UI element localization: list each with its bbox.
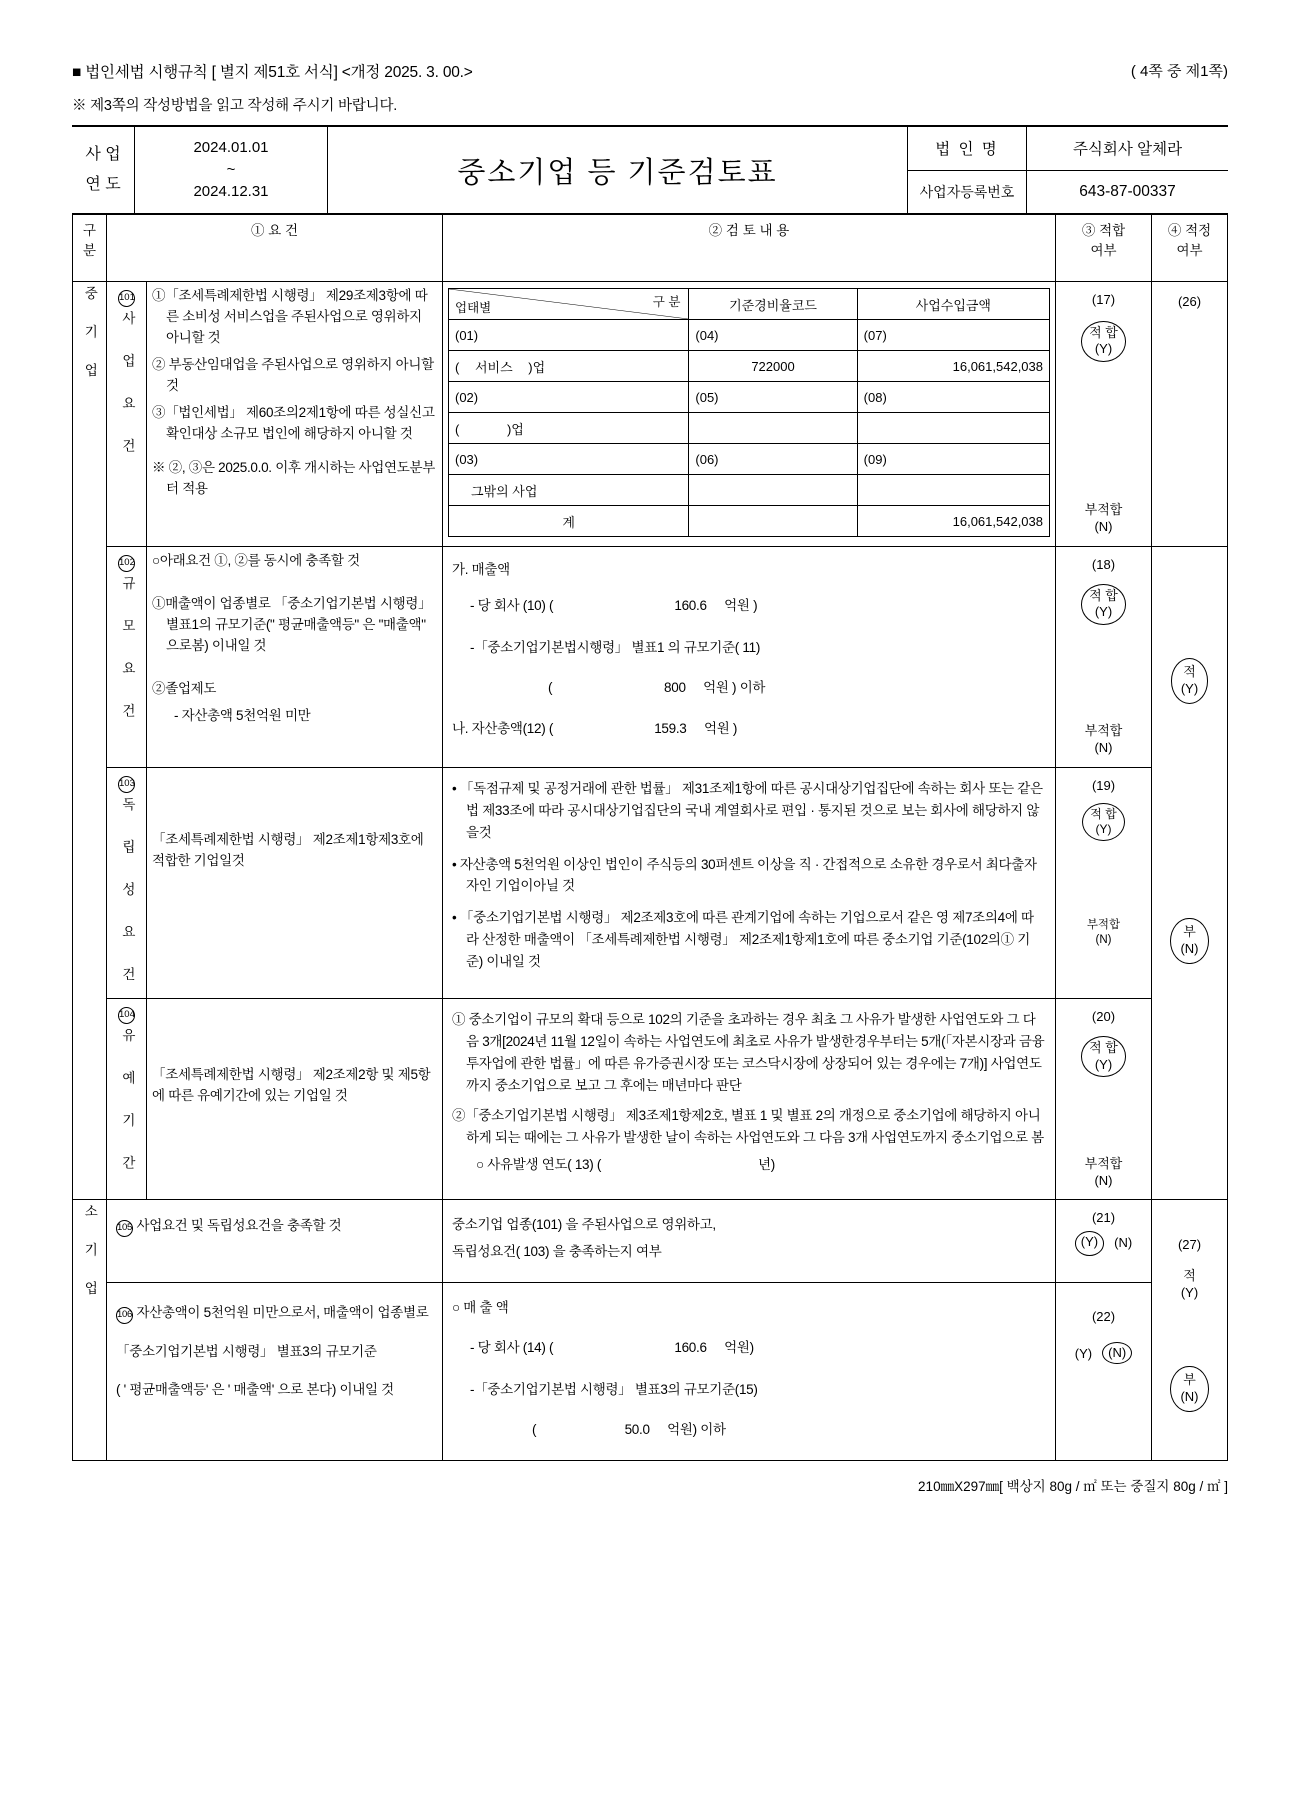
row-105-fit bbox=[1056, 1200, 1152, 1283]
row-106-circled-num: 106 bbox=[116, 1307, 133, 1324]
row-102-own-sales bbox=[452, 595, 1046, 617]
business-year-label-line1: 사 업 bbox=[85, 145, 121, 163]
row-103-requirement bbox=[147, 768, 443, 999]
row-103-circled-num: 103 bbox=[118, 776, 135, 793]
row-105 bbox=[73, 1200, 1228, 1283]
row-102-fit-no-code: (N) bbox=[1094, 740, 1113, 756]
row-104-item-2: ②「중소기업기본법 시행령」 제3조제1항제2호, 별표 1 및 별표 2의 개정으로 중소기업에 해당하지 아니하게 되는 때에는 그 사유가 발생한 날이 속하는 사업연도와 그 다음 3개 사업연도까지 중소기업으로 봄 bbox=[452, 1107, 1044, 1145]
total-label: 계 bbox=[449, 506, 689, 537]
row-104-number bbox=[107, 999, 147, 1200]
form-reference: ■ 법인세법 시행규칙 [ 별지 제51호 서식] <개정 2025. 3. 00.> bbox=[72, 64, 473, 81]
header-adequate bbox=[1152, 215, 1228, 282]
business-income-col-income: 사업수입금액 bbox=[857, 289, 1049, 320]
row-101-fit-no[interactable] bbox=[1085, 502, 1123, 536]
row-104-year-unit: 년) bbox=[758, 1156, 775, 1172]
row-103-bullet-3: • 「중소기업기본법 시행령」 제2조제3호에 따른 관계기업에 속하는 기업으로서 같은 영 제7조의4에 따라 산정한 매출액이 「조세특례제한법 시행령」 제2조제1항제1호에 따른 중소기업 기준(102의① 기준) 이내일 것 bbox=[452, 910, 1034, 970]
row-102-req-2: ①매출액이 업종별로 「중소기업기본법 시행령」 별표1의 규모기준(" 평균매출액등" 은 "매출액" 으로봄) 이내일 것 bbox=[152, 595, 432, 653]
business-income-row bbox=[449, 351, 1050, 382]
row-102-std-value-line bbox=[452, 677, 1046, 699]
total-income: 16,061,542,038 bbox=[857, 506, 1049, 537]
row-102-fit-num: (18) bbox=[1091, 557, 1116, 572]
row-103-fit bbox=[1056, 768, 1152, 999]
row-104-fit-yes-label: 적 합 bbox=[1089, 1040, 1118, 1056]
business-income-row bbox=[449, 382, 1050, 413]
row-104-fit-no-label: 부적합 bbox=[1084, 1155, 1123, 1171]
row-02-type bbox=[449, 413, 689, 444]
row-small-adequate bbox=[1152, 1200, 1228, 1460]
row-104-item-1: ① 중소기업이 규모의 확대 등으로 102의 기준을 초과하는 경우 최초 그 사유가 발생한 사업연도와 그 다음 3개[2024년 11월 12일이 속하는 사업연도에 최초로 사유가 발생한경우부터는 5개(「자본시장과 금융투자업에 관한 법률」에 따른 유가증권시장 또는 코스닥시장에 상장되어 있는 경우에는 7개)] 사업연도까지 중소기업으로 보고 그 후에는 매년마다 판단 bbox=[452, 1012, 1045, 1093]
row-105-review-1: 중소기업 업종(101) 을 주된사업으로 영위하고, bbox=[452, 1217, 716, 1233]
row-106-own-sales-value: 160.6 bbox=[674, 1340, 707, 1355]
row-01-code-no: (04) bbox=[689, 320, 857, 351]
row-102-own-sales-unit: 억원 ) bbox=[724, 597, 758, 613]
business-year-value bbox=[135, 127, 328, 213]
header-note: ※ 제3쪽의 작성방법을 읽고 작성해 주시기 바랍니다. bbox=[72, 98, 398, 114]
row-103-bullet-1: • 「독점규제 및 공정거래에 관한 법률」 제31조제1항에 따른 공시대상기업집단에 속하는 회사 또는 같은 법 제33조에 따라 공시대상기업집단의 국내 계열회사로 편입 · 통지된 것으로 보는 회사에 해당하지 않을것 bbox=[452, 781, 1043, 840]
row-101-req-2: ② 부동산임대업을 주된사업으로 영위하지 아니할 것 bbox=[152, 356, 434, 393]
row-106-std-unit: 억원) 이하 bbox=[667, 1421, 726, 1437]
row-01-type bbox=[449, 351, 689, 382]
business-income-row bbox=[449, 320, 1050, 351]
sme-adq-yes[interactable] bbox=[1171, 658, 1208, 704]
row-105-review bbox=[443, 1200, 1056, 1283]
header-adequate-line1: ④ 적정 bbox=[1167, 223, 1212, 238]
page-title: 중소기업 등 기준검토표 bbox=[328, 127, 908, 213]
row-102-std-open: ( bbox=[548, 679, 553, 695]
sme-adq-yes-code: (Y) bbox=[1180, 681, 1199, 696]
row-02-type-value bbox=[463, 422, 507, 437]
row-01-type-value: 서비스 bbox=[474, 359, 513, 375]
row-101-fit-num: (17) bbox=[1091, 292, 1116, 307]
row-106-fit bbox=[1056, 1283, 1152, 1460]
criteria-table bbox=[72, 214, 1228, 1461]
header-requirement: ① 요 건 bbox=[107, 215, 443, 282]
row-101-req-3: ③「법인세법」 제60조의2제1항에 따른 성실신고확인대상 소규모 법인에 해당하지 아니할 것 bbox=[152, 404, 435, 441]
row-103-req: 「조세특례제한법 시행령」 제2조제1항제3호에 적합한 기업일것 bbox=[152, 832, 424, 868]
row-102-circled-num: 102 bbox=[118, 555, 135, 572]
business-income-row bbox=[449, 444, 1050, 475]
row-102-own-sales-value: 160.6 bbox=[674, 597, 707, 613]
business-income-total-row bbox=[449, 506, 1050, 537]
small-adq-yes-code: (Y) bbox=[1180, 1284, 1199, 1300]
business-year-label-line2: 연 도 bbox=[85, 176, 121, 193]
row-102-fit-yes-code: (Y) bbox=[1094, 604, 1113, 620]
small-adq-num: (27) bbox=[1177, 1236, 1202, 1252]
header-fit bbox=[1056, 215, 1152, 282]
row-103-fit-yes-label: 적 합 bbox=[1090, 807, 1117, 821]
corp-name-label: 법 인 명 bbox=[908, 127, 1027, 170]
row-104-review bbox=[443, 999, 1056, 1200]
business-income-row bbox=[449, 475, 1050, 506]
row-101-fit-no-code: (N) bbox=[1094, 519, 1113, 535]
row-103-fit-yes[interactable] bbox=[1082, 803, 1125, 841]
row-103 bbox=[73, 768, 1228, 999]
row-103-fit-num: (19) bbox=[1091, 778, 1116, 793]
row-02-type-suffix: )업 bbox=[506, 421, 524, 437]
row-102-fit bbox=[1056, 547, 1152, 768]
row-02-code-no: (05) bbox=[689, 382, 857, 413]
row-102-assets-unit: 억원 ) bbox=[703, 721, 738, 737]
row-101-label: 사 업 요 건 bbox=[119, 311, 135, 459]
sme-adq-no[interactable] bbox=[1170, 918, 1208, 964]
row-02-code bbox=[689, 413, 857, 444]
row-101-fit bbox=[1056, 282, 1152, 547]
row-103-bullet-1-text: 「독점규제 및 공정거래에 관한 법률」 제31조제1항에 따른 공시대상기업집단에 속하는 회사 또는 같은 법 제33조에 따라 공시대상기업집단의 국내 계열회사로 편입 · 통지된 것으로 보는 회사에 해당하지 않을것 bbox=[459, 781, 1043, 840]
row-102-req-1: ○아래요건 ①, ②를 동시에 충족할 것 bbox=[152, 553, 360, 568]
row-104 bbox=[73, 999, 1228, 1200]
row-01-income: 16,061,542,038 bbox=[857, 351, 1049, 382]
corp-name-row bbox=[908, 127, 1228, 171]
corporation-info bbox=[908, 127, 1228, 213]
division-sme-label: 중 기 업 bbox=[82, 286, 98, 382]
small-adq-yes[interactable] bbox=[1178, 1268, 1201, 1302]
row-106 bbox=[73, 1283, 1228, 1460]
business-income-col-type: 업태별 bbox=[455, 301, 492, 315]
document-header bbox=[72, 60, 1228, 82]
division-small bbox=[73, 1200, 107, 1460]
row-101-adequate bbox=[1152, 282, 1228, 547]
business-type-header-cell bbox=[449, 289, 689, 320]
business-year-to: 2024.12.31 bbox=[193, 182, 269, 200]
row-106-req-3: ( ' 평균매출액등' 은 ' 매출액' 으로 본다) 이내일 것 bbox=[116, 1381, 394, 1397]
business-income-col-division: 구 분 bbox=[652, 295, 681, 309]
row-105-fit-no[interactable]: (N) bbox=[1114, 1235, 1133, 1251]
row-106-sales-title: ○ 매 출 액 bbox=[452, 1300, 509, 1316]
row-102 bbox=[73, 547, 1228, 768]
row-104-year-line bbox=[452, 1154, 1046, 1176]
row-sme-adequate bbox=[1152, 547, 1228, 1200]
row-102-own-sales-label: - 당 회사 (10) ( bbox=[470, 597, 554, 613]
row-103-number bbox=[107, 768, 147, 999]
sme-adq-no-label: 부 bbox=[1183, 924, 1196, 940]
header-review: ② 검 토 내 용 bbox=[443, 215, 1056, 282]
row-101-number bbox=[107, 282, 147, 547]
row-02-type-prefix: ( bbox=[455, 421, 460, 437]
row-106-fit-no[interactable]: (N) bbox=[1102, 1342, 1132, 1364]
row-102-std-value: 800 bbox=[664, 679, 686, 695]
row-101-fit-no-label: 부적합 bbox=[1084, 502, 1123, 518]
row-104-fit bbox=[1056, 999, 1152, 1200]
row-102-req-4: - 자산총액 5천억원 미만 bbox=[174, 707, 311, 723]
row-103-bullet-3-text: 「중소기업기본법 시행령」 제2조제3호에 따른 관계기업에 속하는 기업으로서 같은 영 제7조의4에 따라 산정한 매출액이 「조세특례제한법 시행령」 제2조제1항제1호에 따른 중소기업 기준(102의① 기준) 이내일 것 bbox=[459, 910, 1034, 970]
row-106-req-2: 「중소기업기본법 시행령」 별표3의 규모기준 bbox=[116, 1343, 377, 1359]
row-104-fit-no[interactable] bbox=[1085, 1156, 1123, 1190]
row-101 bbox=[73, 282, 1228, 547]
row-103-bullet-2-text: 자산총액 5천억원 이상인 법인이 주식등의 30퍼센트 이상을 직 · 간접적으로 소유한 경우로서 최다출자자인 기업이아닐 것 bbox=[459, 856, 1037, 894]
business-income-col-code: 기준경비율코드 bbox=[689, 289, 857, 320]
header-division-line1: 구 bbox=[82, 223, 97, 238]
row-106-std-open: ( bbox=[532, 1421, 537, 1437]
small-adq-yes-label: 적 bbox=[1183, 1267, 1196, 1283]
header-division-line2: 분 bbox=[82, 243, 97, 258]
row-101-requirement bbox=[147, 282, 443, 547]
row-102-assets-label: 나. 자산총액(12) ( bbox=[452, 721, 554, 737]
row-103-review bbox=[443, 768, 1056, 999]
row-104-fit-yes-code: (Y) bbox=[1094, 1056, 1113, 1072]
business-year-tilde: ~ bbox=[226, 161, 236, 179]
row-106-requirement bbox=[107, 1283, 443, 1460]
row-102-requirement bbox=[147, 547, 443, 768]
small-adq-no[interactable] bbox=[1170, 1366, 1208, 1412]
row-105-review-2: 독립성요건( 103) 을 충족하는지 여부 bbox=[452, 1244, 662, 1260]
row-105-req-text: 사업요건 및 독립성요건을 충족할 것 bbox=[136, 1218, 342, 1234]
total-code bbox=[689, 506, 857, 537]
row-102-std-unit: 억원 ) 이하 bbox=[703, 679, 766, 695]
row-106-req-1 bbox=[116, 1297, 433, 1329]
row-104-requirement bbox=[147, 999, 443, 1200]
row-101-req-note: ※ ②, ③은 2025.0.0. 이후 개시하는 사업연도분부터 적용 bbox=[152, 460, 435, 497]
row-106-std-label: -「중소기업기본법 시행령」 별표3의 규모기준(15) bbox=[470, 1381, 758, 1397]
row-103-fit-no[interactable] bbox=[1087, 918, 1120, 948]
row-02-no: (02) bbox=[449, 382, 689, 413]
row-106-own-sales bbox=[452, 1337, 1046, 1359]
row-105-requirement bbox=[107, 1200, 443, 1283]
biz-no-value: 643-87-00337 bbox=[1079, 182, 1176, 200]
row-105-fit-num: (21) bbox=[1091, 1210, 1116, 1226]
row-106-review bbox=[443, 1283, 1056, 1460]
row-101-fit-yes[interactable] bbox=[1081, 321, 1126, 362]
business-income-row bbox=[449, 413, 1050, 444]
page-number: ( 4쪽 중 제1쪽) bbox=[1130, 63, 1228, 80]
small-adq-no-label: 부 bbox=[1183, 1372, 1196, 1388]
business-year-label bbox=[72, 127, 135, 213]
business-year-from: 2024.01.01 bbox=[193, 139, 269, 157]
row-101-fit-yes-label: 적 합 bbox=[1089, 325, 1118, 340]
row-01-code: 722000 bbox=[689, 351, 857, 382]
row-103-bullet-2: • 자산총액 5천억원 이상인 법인이 주식등의 30퍼센트 이상을 직 · 간접적으로 소유한 경우로서 최다출자자인 기업이아닐 것 bbox=[452, 856, 1037, 894]
row-03-code bbox=[689, 475, 857, 506]
row-102-fit-no-label: 부적합 bbox=[1084, 723, 1123, 739]
row-103-fit-no-label: 부적합 bbox=[1086, 919, 1121, 932]
row-101-review bbox=[443, 282, 1056, 547]
row-102-fit-yes[interactable] bbox=[1081, 584, 1126, 625]
row-102-label: 규 모 요 건 bbox=[119, 576, 135, 724]
row-101-adq-num: (26) bbox=[1177, 294, 1202, 309]
row-102-fit-yes-label: 적 합 bbox=[1089, 588, 1118, 603]
row-105-fit-yes[interactable]: (Y) bbox=[1075, 1231, 1104, 1256]
row-104-fit-num: (20) bbox=[1091, 1009, 1116, 1025]
row-106-own-sales-label: - 당 회사 (14) ( bbox=[470, 1340, 554, 1355]
business-income-table bbox=[448, 288, 1050, 537]
business-income-header bbox=[449, 289, 1050, 320]
row-03-code-no: (06) bbox=[689, 444, 857, 475]
row-101-fit-yes-code: (Y) bbox=[1094, 341, 1113, 357]
row-101-circled-num: 101 bbox=[118, 290, 135, 307]
row-104-circled-num: 104 bbox=[118, 1007, 135, 1024]
row-102-req-3: ②졸업제도 bbox=[152, 680, 217, 696]
header-adequate-line2: 여부 bbox=[1176, 243, 1203, 258]
division-small-label: 소 기 업 bbox=[82, 1204, 98, 1300]
row-02-income bbox=[857, 413, 1049, 444]
sme-adq-yes-label: 적 bbox=[1183, 664, 1196, 680]
row-102-review bbox=[443, 547, 1056, 768]
row-102-number bbox=[107, 547, 147, 768]
row-101-req-1: ①「조세특례제한법 시행령」 제29조제3항에 따른 소비성 서비스업을 주된사업으로 영위하지 아니할 것 bbox=[152, 288, 428, 345]
biz-no-row bbox=[908, 171, 1228, 214]
row-106-fit-num: (22) bbox=[1091, 1309, 1116, 1325]
division-sme bbox=[73, 282, 107, 1200]
row-104-label: 유 예 기 간 bbox=[119, 1028, 135, 1177]
header-division bbox=[73, 215, 107, 282]
row-01-no: (01) bbox=[449, 320, 689, 351]
row-103-fit-yes-code: (Y) bbox=[1095, 822, 1112, 836]
corp-name-value: 주식회사 알체라 bbox=[1072, 141, 1183, 159]
sme-adq-no-code: (N) bbox=[1180, 941, 1199, 956]
title-block bbox=[72, 125, 1228, 214]
row-106-std-value: 50.0 bbox=[624, 1421, 650, 1437]
row-102-assets-value: 159.3 bbox=[654, 721, 687, 737]
row-103-fit-no-code: (N) bbox=[1095, 934, 1112, 947]
table-header-row bbox=[73, 215, 1228, 282]
row-102-assets-line bbox=[452, 718, 1046, 740]
row-01-income-no: (07) bbox=[857, 320, 1049, 351]
row-102-std-label: -「중소기업기본법시행령」 별표1 의 규모기준( 11) bbox=[470, 639, 761, 655]
row-106-std-value-line bbox=[452, 1419, 1046, 1441]
row-01-type-prefix: ( bbox=[455, 359, 460, 375]
row-104-fit-no-code: (N) bbox=[1094, 1172, 1113, 1188]
header-fit-line2: 여부 bbox=[1090, 243, 1117, 258]
small-adq-no-code: (N) bbox=[1180, 1389, 1199, 1405]
biz-no-label: 사업자등록번호 bbox=[908, 171, 1027, 214]
row-104-fit-yes[interactable] bbox=[1081, 1036, 1126, 1077]
row-104-req: 「조세특례제한법 시행령」 제2조제2항 및 제5항에 따른 유예기간에 있는 기업일 것 bbox=[152, 1067, 431, 1104]
row-104-year-label: ○ 사유발생 연도( 13) ( bbox=[476, 1156, 602, 1172]
row-102-fit-no[interactable] bbox=[1085, 723, 1123, 757]
row-03-type: 그밖의 사업 bbox=[449, 475, 689, 506]
row-03-income-no: (09) bbox=[857, 444, 1049, 475]
row-102-sales-label: 가. 매출액 bbox=[452, 562, 510, 577]
row-03-no: (03) bbox=[449, 444, 689, 475]
paper-spec-footer: 210㎜X297㎜[ 백상지 80g / ㎡ 또는 중질지 80g / ㎡ ] bbox=[918, 1478, 1228, 1494]
row-03-income bbox=[857, 475, 1049, 506]
row-01-type-suffix: )업 bbox=[528, 359, 546, 375]
row-105-circled-num: 105 bbox=[116, 1220, 133, 1237]
row-02-income-no: (08) bbox=[857, 382, 1049, 413]
row-103-label: 독 립 성 요 건 bbox=[119, 797, 135, 988]
header-fit-line1: ③ 적합 bbox=[1081, 223, 1126, 238]
row-106-fit-yes[interactable]: (Y) bbox=[1074, 1345, 1093, 1361]
row-106-req-1-text: 자산총액이 5천억원 미만으로서, 매출액이 업종별로 bbox=[136, 1305, 429, 1321]
row-106-own-sales-unit: 억원) bbox=[724, 1340, 754, 1355]
